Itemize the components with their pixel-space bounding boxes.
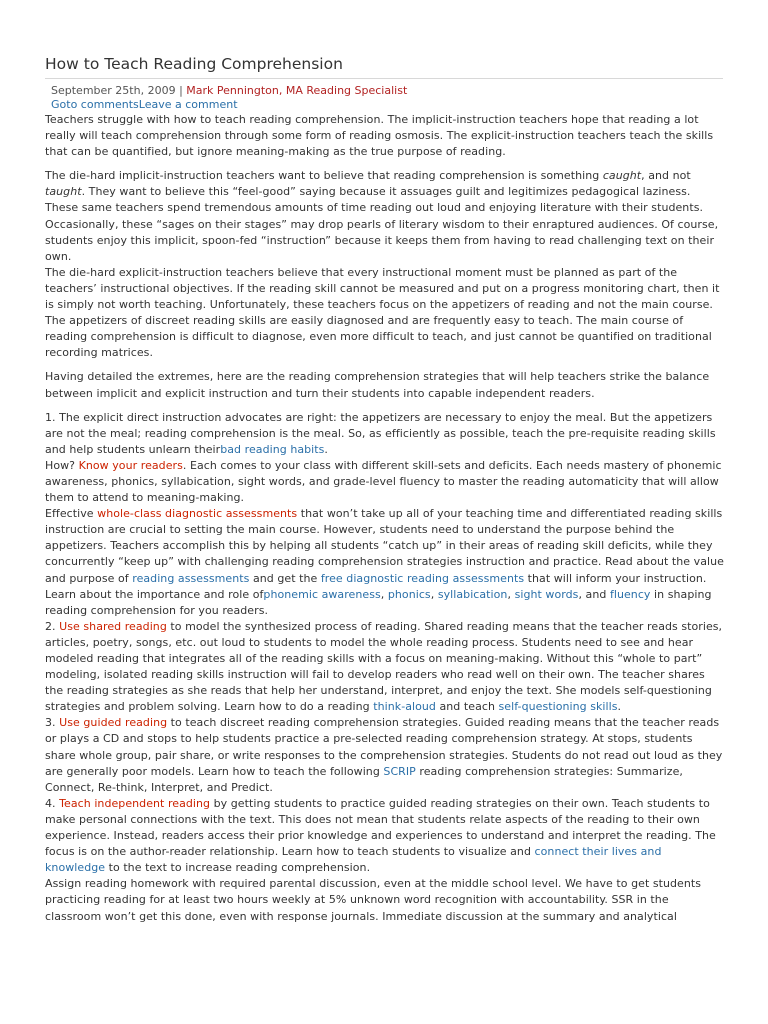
comment-links [45, 98, 725, 112]
bad-reading-habits-link[interactable]: bad reading habits [220, 442, 325, 456]
teach-independent-reading-link[interactable]: Teach independent reading [59, 796, 211, 810]
goto-comments-link[interactable]: Goto comments [51, 98, 139, 111]
page-title: How to Teach Reading Comprehension [45, 0, 723, 79]
post-meta [45, 79, 725, 98]
strategy-3: 3. Use guided reading to teach discreet reading comprehension strategies. Guided reading means that the teacher reads or plays a CD and stops to help students practice a pre-selected reading comprehension strategy. At stops, students share whole group, pair share, or write responses to the comprehension strategies. Students do not read out loud as they are generally poor models. Learn how to teach the following SCRIP reading comprehension strategies: Summarize, Connect, Re-think, Interpret, and Predict. [45, 716, 723, 794]
sight-words-link[interactable]: sight words [514, 587, 579, 601]
caught-emphasis: caught [602, 169, 642, 183]
post-date: September 25th, 2009 [51, 84, 176, 97]
whole-class-assessments-link[interactable]: whole-class diagnostic assessments [97, 507, 298, 521]
use-guided-reading-link[interactable]: Use guided reading [59, 716, 168, 730]
strategy-1-how: How? Know your readers. Each comes to your class with different skill-sets and deficits. Each needs mastery of phonemic awareness, phonics, syllabication, sight words, and grade-level fluency to master the reading automaticity that will allow them to attend to meaning-making. [45, 458, 722, 505]
think-aloud-link[interactable]: think-aloud [373, 700, 436, 714]
fluency-link[interactable]: fluency [609, 587, 651, 601]
connect-lives-knowledge-link[interactable]: connect their lives and knowledge [45, 845, 662, 875]
know-your-readers-link[interactable]: Know your readers [78, 458, 183, 472]
phonics-link[interactable]: phonics [387, 587, 431, 601]
strategy-2: 2. Use shared reading to model the synthesized process of reading. Shared reading means that the teacher reads stories, articles, poetry, songs, etc. out loud to students to model the whole reading process. Students need to see and hear modeled reading that integrates all of the reading skills with a focus on meaning-making. Without this “whole to part” modeling, isolated reading skills instruction will fail to develop readers who read well on their own. The teacher shares the reading strategies as she reads that help her understand, interpret, and enjoy the text. She models self-questioning strategies and problem solving. Learn how to do a reading think-aloud and teach self-questioning skills. [45, 619, 723, 714]
use-shared-reading-link[interactable]: Use shared reading [59, 619, 167, 633]
free-diagnostic-assessments-link[interactable]: free diagnostic reading assessments [320, 571, 525, 585]
paragraph-implicit: The die-hard implicit-instruction teachers want to believe that reading comprehension is something caught, and not taught. They want to believe this “feel-good” saying because it assuages guilt and legitimizes pedagogical laziness. These same teachers spend tremendous amounts of time reading out loud and enjoying literature with their students. Occasionally, these “sages on their stages” may drop pearls of literary wisdom to their enraptured audiences. Of course, students enjoy this implicit, spoon-fed “instruction” because it keeps them from having to read challenging text on their own. [45, 169, 719, 263]
self-questioning-skills-link[interactable]: self-questioning skills [498, 700, 618, 714]
scrip-link[interactable]: SCRIP [379, 764, 416, 778]
paragraph-homework: Assign reading homework with required parental discussion, even at the middle school level. We have to get students practicing reading for at least two hours weekly at 5% unknown word recognition with accountability. SSR in the classroom won’t get this done, even with response journals. Immediate discussion at the summary and analytical [45, 877, 702, 923]
paragraph-intro: Teachers struggle with how to teach reading comprehension. The implicit-instruction teachers hope that reading a lot really will teach comprehension through some form of reading osmosis. The explicit-instruction teachers teach the skills that can be quantified, but ignore meaning-making as the true purpose of reading. [45, 113, 714, 159]
reading-assessments-link[interactable]: reading assessments [132, 571, 250, 585]
meta-separator: | [175, 84, 187, 97]
leave-comment-link[interactable]: Leave a comment [138, 98, 238, 111]
paragraph-explicit: The die-hard explicit-instruction teachers believe that every instructional moment must be planned as part of the teachers’ instructional objectives. If the reading skill cannot be measured and put on a progress monitoring chart, then it is simply not worth teaching. Unfortunately, these teachers focus on the appetizers of reading and not the main course. The appetizers of discreet reading skills are easily diagnosed and are frequently easy to teach. The main course of reading comprehension is difficult to diagnose, even more difficult to teach, and just cannot be quantified on traditional recording matrices. [45, 265, 720, 360]
strategy-1-assessments: Effective whole-class diagnostic assessments that won’t take up all of your teaching time and differentiated reading skills instruction are crucial to setting the main course. However, students need to understand the purpose behind the appetizers. Teachers accomplish this by helping all students “catch up” in their areas of reading skill deficits, while they concurrently “keep up” with challenging reading comprehension strategies instruction and practice. Read about the value and purpose of reading assessments and get the free diagnostic reading assessments that will inform your instruction. Learn about the importance and role ofphonemic awareness, phonics, syllabication, sight words, and fluency in shaping reading comprehension for you readers. [45, 507, 724, 617]
taught-emphasis: taught [45, 185, 82, 199]
syllabication-link[interactable]: syllabication [437, 587, 508, 601]
strategy-4: 4. Teach independent reading by getting students to practice guided reading strategies on their own. Teach students to make personal connections with the text. This does not mean that students relate aspects of the reading to their own experience. Instead, readers access their prior knowledge and experiences to understand and interpret the reading. The focus is on the author-reader relationship. Learn how to teach students to visualize and connect their lives and knowledge to the text to increase reading comprehension. [45, 796, 716, 875]
paragraph-extremes: Having detailed the extremes, here are the reading comprehension strategies that will help teachers strike the balance between implicit and explicit instruction and turn their students into capable independent readers. [45, 370, 710, 400]
strategy-1: 1. The explicit direct instruction advocates are right: the appetizers are necessary to enjoy the meal. But the appetizers are not the meal; reading comprehension is the meal. So, as efficiently as possible, teach the pre-requisite reading skills and help students unlearn theirbad reading habits. [45, 410, 716, 456]
article-body [45, 112, 725, 925]
phonemic-awareness-link[interactable]: phonemic awareness [263, 587, 381, 601]
author-link[interactable]: Mark Pennington, MA Reading Specialist [186, 84, 408, 97]
